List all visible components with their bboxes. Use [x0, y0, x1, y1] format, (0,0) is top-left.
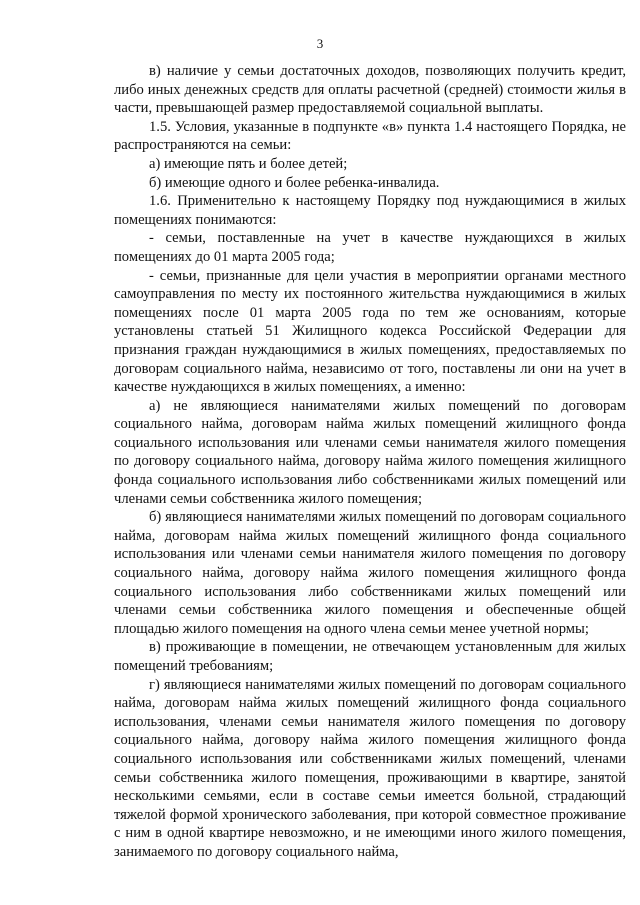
paragraph-1-5: 1.5. Условия, указанные в подпункте «в» пункта 1.4 настоящего Порядка, не распространяются на семьи:: [114, 118, 626, 154]
paragraph-subitem-v-income: в) наличие у семьи достаточных доходов, позволяющих получить кредит, либо иных денежных средств для оплаты расчетной (средней) стоимости жилья в части, превышающей размер предоставляемой социальной выплаты.: [114, 63, 626, 117]
paragraph-1-6: 1.6. Применительно к настоящему Порядку под нуждающимися в жилых помещениях понимаются:: [114, 193, 626, 228]
page-number: 3: [316, 36, 324, 51]
paragraph-subitem-b-disabled-child: б) имеющие одного и более ребенка-инвалида.: [149, 174, 440, 191]
document-body: [114, 62, 626, 862]
paragraph-subitem-v-unfit-housing: в) проживающие в помещении, не отвечающем установленным для жилых помещений требованиям;: [114, 639, 626, 674]
paragraph-subitem-g-shared-apartment: г) являющиеся нанимателями жилых помещений по договорам социального найма, договорам найма жилых помещений жилищного фонда социального использования, членами семьи нанимателя жилого помещения по договору социального найма, договору найма жилого помещения жилищного фонда социального использования или собственниками жилых помещений, членами семьи собственника жилого помещения, проживающими в квартире, занятой несколькими семьями, если в составе семьи имеется больной, страдающий тяжелой формой хронического заболевания, при которой совместное проживание с ним в одной квартире невозможно, и не имеющими иного жилого помещения, занимаемого по договору социального найма,: [114, 676, 626, 860]
paragraph-families-before-2005: - семьи, поставленные на учет в качестве нуждающихся в жилых помещениях до 01 марта 2005 года;: [114, 230, 626, 265]
paragraph-families-after-2005: - семьи, признанные для цели участия в мероприятии органами местного самоуправления по месту их постоянного жительства нуждающимися в жилых помещениях после 01 марта 2005 года по тем же основаниям, которые установлены статьей 51 Жилищного кодекса Российской Федерации для признания граждан нуждающимися в жилых помещениях, предоставляемых по договорам социального найма, независимо от того, поставлены ли они на учет в качестве нуждающихся в жилых помещениях, а именно:: [114, 267, 626, 396]
paragraph-subitem-a-not-tenants: а) не являющиеся нанимателями жилых помещений по договорам социального найма, договорам найма жилых помещений жилищного фонда социального использования или членами семьи нанимателя жилого помещения по договору социального найма, договору найма жилого помещения жилищного фонда социального использования либо собственниками жилых помещений или членами семьи собственника жилого помещения;: [114, 397, 626, 507]
paragraph-subitem-a-five-children: а) имеющие пять и более детей;: [149, 155, 348, 172]
paragraph-subitem-b-tenants-below-norm: б) являющиеся нанимателями жилых помещений по договорам социального найма, договорам найма жилых помещений жилищного фонда социального использования или членами семьи нанимателя жилого помещения по договору социального найма, договору найма жилого помещения жилищного фонда социального использования либо собственниками жилых помещений или членами семьи собственника жилого помещения и обеспеченные общей площадью жилого помещения на одного члена семьи менее учетной нормы;: [114, 509, 626, 637]
